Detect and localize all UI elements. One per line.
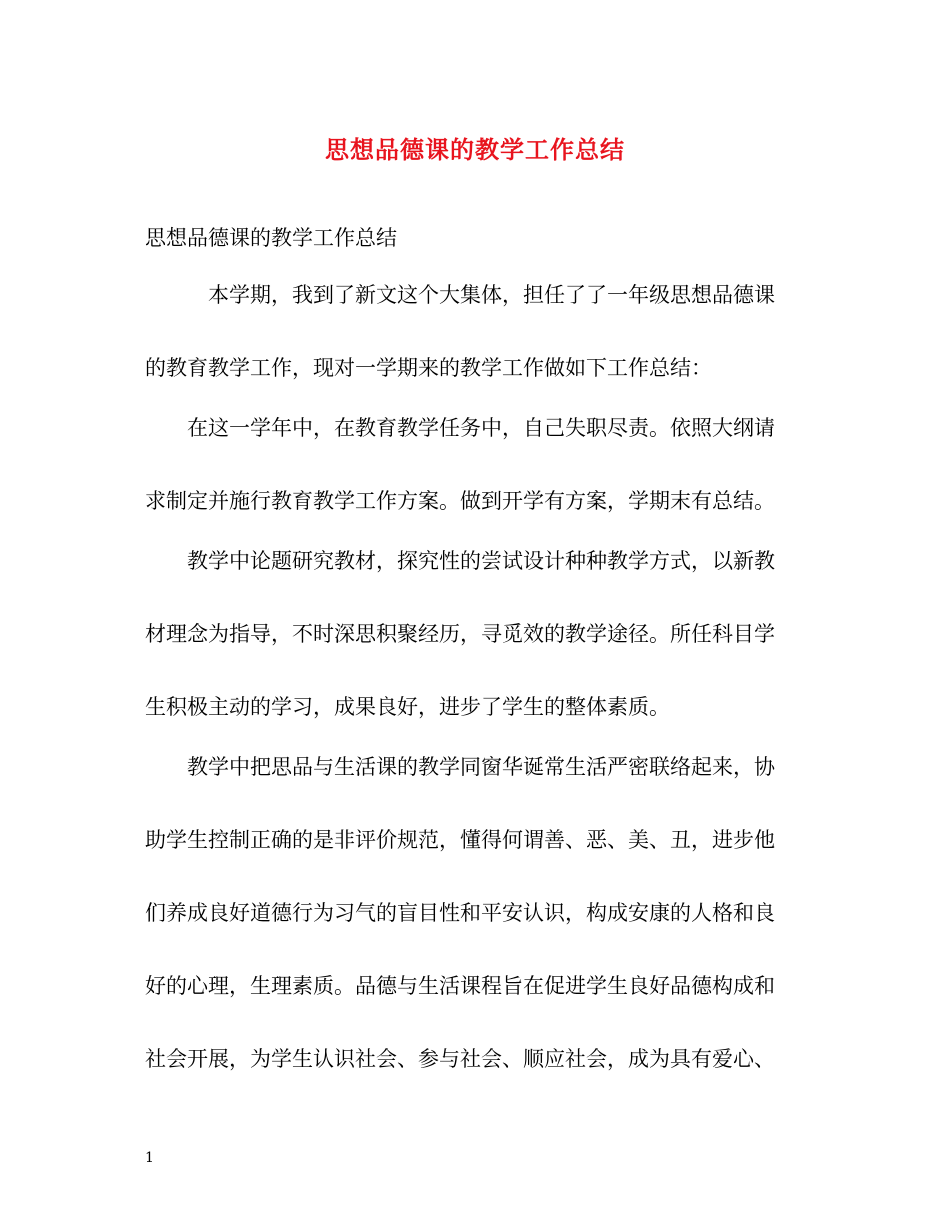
body-line: 助学生控制正确的是非评价规范，懂得何谓善、恶、美、丑，进步他 [145, 828, 775, 852]
body-line: 本学期，我到了新文这个大集体，担任了了一年级思想品德课 [208, 283, 775, 307]
body-line: 的教育教学工作，现对一学期来的教学工作做如下工作总结： [145, 356, 712, 380]
body-line: 求制定并施行教育教学工作方案。做到开学有方案，学期末有总结。 [145, 489, 775, 513]
body-line: 生积极主动的学习，成果良好，进步了学生的整体素质。 [145, 695, 670, 719]
body-line: 们养成良好道德行为习气的盲目性和平安认识，构成安康的人格和良 [145, 901, 775, 925]
body-line: 教学中把思品与生活课的教学同窗华诞常生活严密联络起来，协 [187, 755, 775, 779]
document-subtitle: 思想品德课的教学工作总结 [145, 226, 397, 250]
body-line: 在这一学年中，在教育教学任务中，自己失职尽责。依照大纲请 [187, 416, 775, 440]
body-line: 教学中论题研究教材，探究性的尝试设计种种教学方式，以新教 [187, 549, 775, 573]
document-title: 思想品德课的教学工作总结 [325, 135, 625, 164]
body-line: 好的心理，生理素质。品德与生活课程旨在促进学生良好品德构成和 [145, 974, 775, 998]
body-line: 材理念为指导，不时深思积聚经历，寻觅效的教学途径。所任科目学 [145, 622, 775, 646]
body-line: 社会开展，为学生认识社会、参与社会、顺应社会，成为具有爱心、 [145, 1047, 775, 1071]
page-number: 1 [145, 1150, 154, 1166]
